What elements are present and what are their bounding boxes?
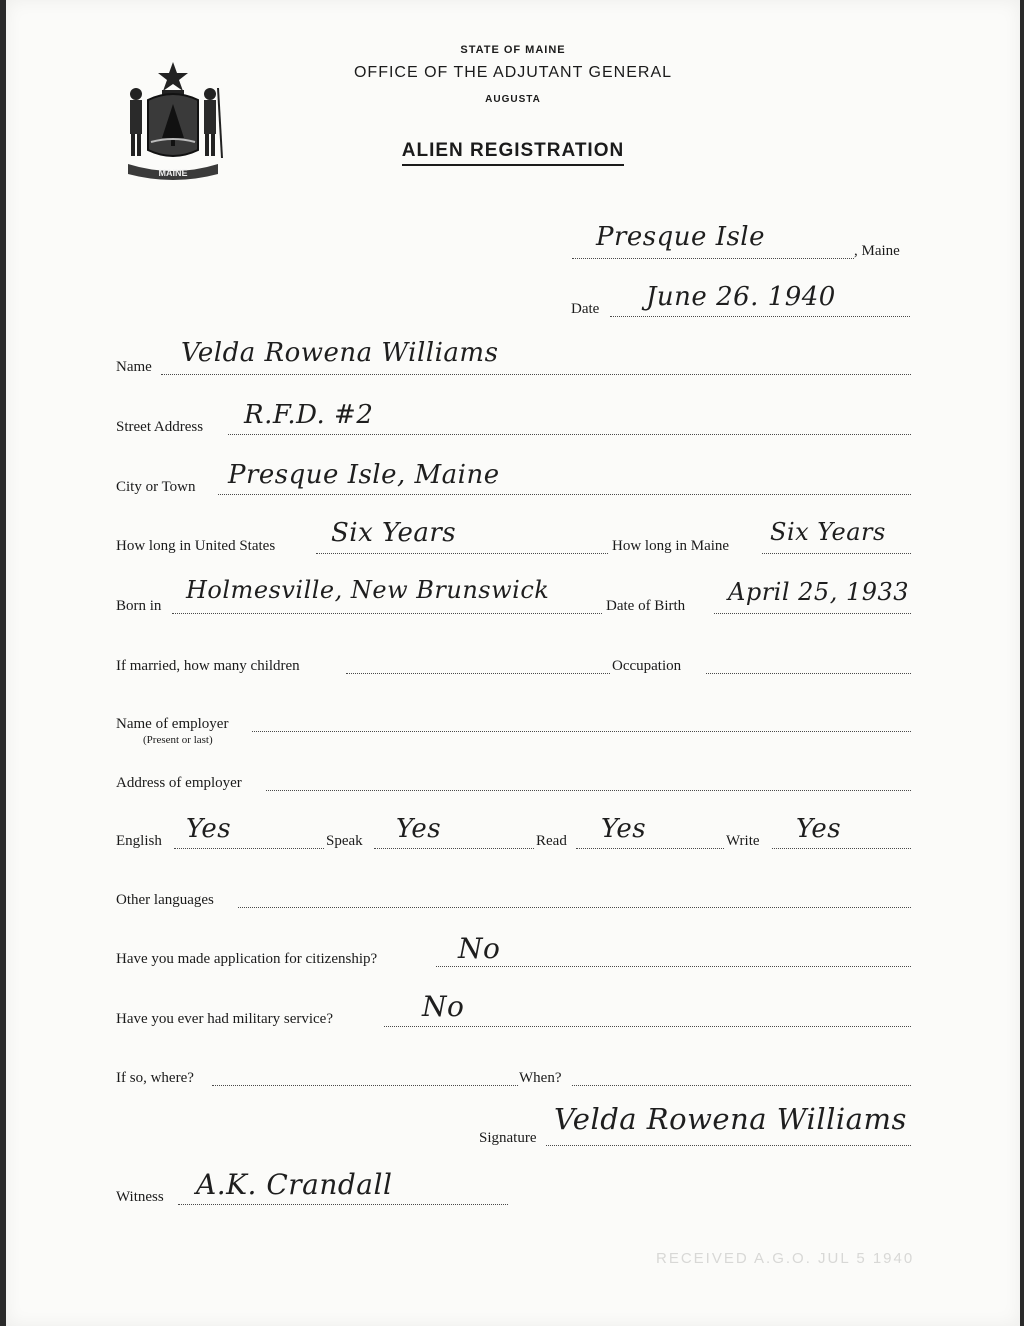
how-long-us-value: Six Years	[331, 518, 457, 548]
employer-label: Name of employer	[116, 716, 229, 732]
citizenship-value: No	[458, 932, 501, 965]
how-long-maine-value: Six Years	[770, 518, 886, 546]
dob-label: Date of Birth	[606, 598, 686, 614]
write-label: Write	[726, 833, 760, 849]
read-label: Read	[536, 833, 567, 849]
speak-label: Speak	[326, 833, 363, 849]
employer-address-label: Address of employer	[116, 775, 242, 791]
place-value: Presque Isle	[596, 222, 766, 252]
signature-label: Signature	[479, 1130, 537, 1146]
speak-value: Yes	[396, 814, 442, 844]
employer-note: (Present or last)	[143, 734, 213, 746]
date-value: June 26. 1940	[646, 282, 836, 312]
born-value: Holmesville, New Brunswick	[186, 576, 550, 604]
street-value: R.F.D. #2	[244, 400, 374, 430]
other-languages-label: Other languages	[116, 892, 214, 908]
received-stamp: RECEIVED A.G.O. JUL 5 1940	[656, 1250, 915, 1267]
english-label: English	[116, 833, 162, 849]
how-long-us-label: How long in United States	[116, 538, 276, 554]
read-value: Yes	[601, 814, 647, 844]
date-label: Date	[571, 301, 600, 317]
name-value: Velda Rowena Williams	[181, 338, 499, 368]
signature-value: Velda Rowena Williams	[554, 1102, 907, 1136]
born-label: Born in	[116, 598, 162, 614]
witness-label: Witness	[116, 1189, 164, 1205]
dob-value: April 25, 1933	[728, 578, 910, 606]
citizenship-label: Have you made application for citizenship?	[116, 951, 378, 967]
city-value: Presque Isle, Maine	[228, 460, 500, 490]
header-city: AUGUSTA	[485, 94, 541, 105]
where-label: If so, where?	[116, 1070, 194, 1086]
witness-value: A.K. Crandall	[196, 1168, 393, 1201]
occupation-label: Occupation	[612, 658, 682, 674]
english-value: Yes	[186, 814, 232, 844]
svg-text:MAINE: MAINE	[158, 168, 188, 178]
place-suffix-label: , Maine	[854, 243, 900, 259]
write-value: Yes	[796, 814, 842, 844]
military-label: Have you ever had military service?	[116, 1011, 333, 1027]
how-long-maine-label: How long in Maine	[612, 538, 730, 554]
registration-form	[6, 0, 1020, 1326]
street-label: Street Address	[116, 419, 204, 435]
city-label: City or Town	[116, 479, 196, 495]
when-label: When?	[519, 1070, 562, 1086]
name-label: Name	[116, 359, 152, 375]
form-title: ALIEN REGISTRATION	[6, 140, 1020, 162]
header-office: OFFICE OF THE ADJUTANT GENERAL	[353, 64, 673, 81]
header-state: STATE OF MAINE	[460, 44, 566, 56]
children-label: If married, how many children	[116, 658, 300, 674]
military-value: No	[422, 990, 465, 1023]
